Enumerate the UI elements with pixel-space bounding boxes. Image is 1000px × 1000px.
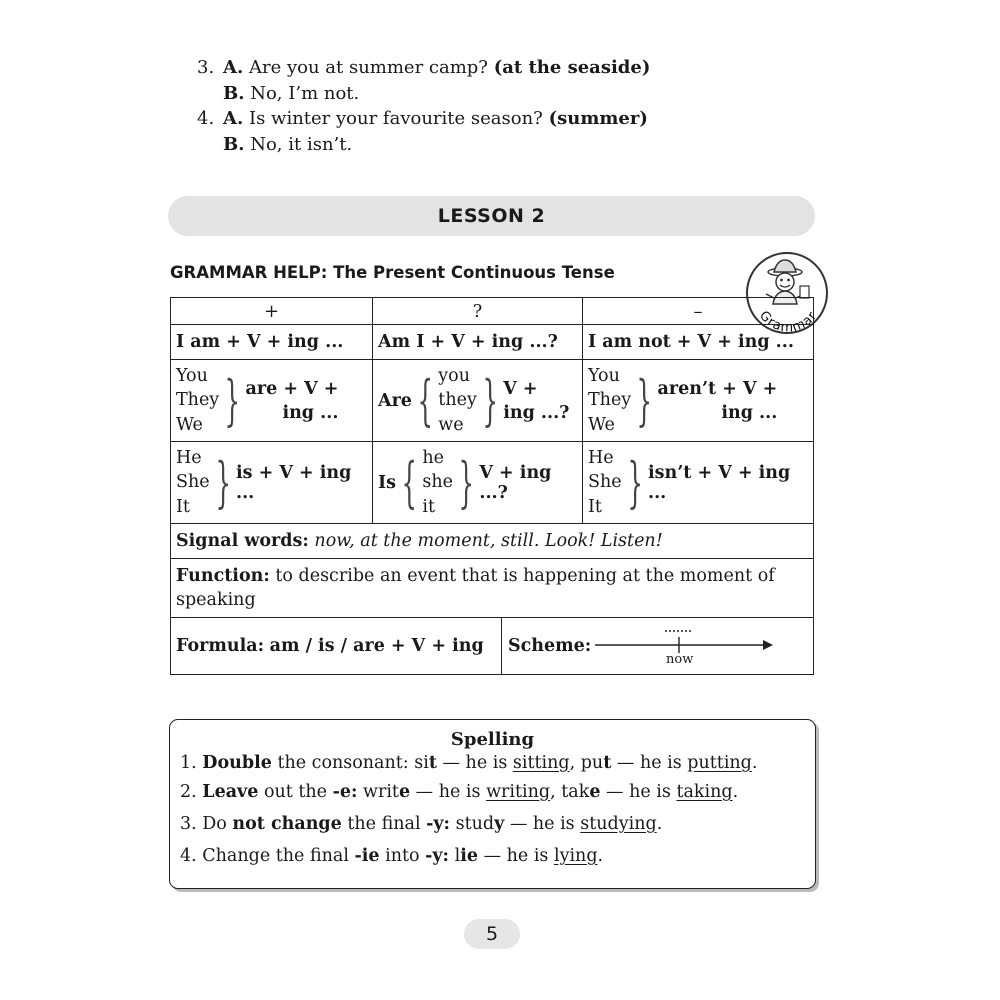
table-row [171, 618, 814, 675]
spelling-rule: 1. Double the consonant: sit — he is sitting, put — he is putting. [180, 753, 758, 773]
spelling-title: Spelling [450, 729, 535, 750]
formula-cell: Formula: am / is / are + V + ing [171, 618, 502, 674]
spelling-rule: 3. Do not change the final -y: study — he is studying. [180, 814, 663, 834]
brace-icon: } [482, 368, 498, 432]
cell-question: Are { you they we } V + ing ...? [373, 360, 583, 442]
brace-icon: } [636, 368, 653, 432]
table-row [171, 360, 814, 442]
signal-words-cell: Signal words: now, at the moment, still. Look! Listen! [171, 524, 814, 559]
page-number: 5 [464, 919, 520, 949]
cell-positive: I am + V + ing ... [171, 325, 373, 360]
brace-icon: } [215, 450, 231, 514]
brace-icon: { [417, 368, 433, 432]
header-question: ? [373, 298, 583, 325]
cell-question: Am I + V + ing ...? [373, 325, 583, 360]
header-positive: + [171, 298, 373, 325]
grammar-table [170, 297, 814, 675]
dialogue-line: 4. A. Is winter your favourite season? (summer) [197, 108, 648, 129]
brace-icon: } [224, 368, 241, 432]
brace-icon: { [401, 450, 417, 514]
dialogue-line: B. No, I’m not. [223, 82, 360, 104]
grammar-help-title: GRAMMAR HELP: The Present Continuous Tense [170, 263, 615, 282]
table-row [171, 524, 814, 559]
table-row [171, 559, 814, 618]
badge-label: Grammar [755, 308, 821, 336]
lesson-header: LESSON 2 [168, 196, 815, 236]
formula-scheme-table [171, 618, 813, 674]
table-header-row [171, 298, 814, 325]
dialogue-line: 3. A. Are you at summer camp? (at the seaside) [197, 57, 651, 78]
dialogue-line: B. No, it isn’t. [223, 133, 353, 155]
table-row [171, 442, 814, 524]
function-cell: Function: to describe an event that is happening at the moment of speaking [171, 559, 814, 618]
brace-icon: } [627, 450, 643, 514]
cell-positive: He She It } is + V + ing ... [171, 442, 373, 524]
cell-negative: I am not + V + ing ... [583, 325, 814, 360]
scheme-now-label: now [666, 652, 694, 667]
cell-positive: You They We } are + V + ing ... [171, 360, 373, 442]
spelling-rule: 4. Change the final -ie into -y: lie — he is lying. [180, 846, 604, 866]
cell-negative: You They We } aren’t + V + ing ... [583, 360, 814, 442]
scheme-cell: Scheme: now [502, 618, 814, 674]
cell-negative: He She It } isn’t + V + ing ... [583, 442, 814, 524]
formula-scheme-cell [171, 618, 814, 675]
spelling-rule: 2. Leave out the -e: write — he is writing, take — he is taking. [180, 782, 739, 802]
dialogue-exercise [197, 55, 650, 157]
table-row [171, 325, 814, 360]
header-negative: – [583, 298, 814, 325]
spelling-box [169, 719, 816, 889]
cell-question: Is { he she it } V + ing ...? [373, 442, 583, 524]
brace-icon: } [458, 450, 474, 514]
